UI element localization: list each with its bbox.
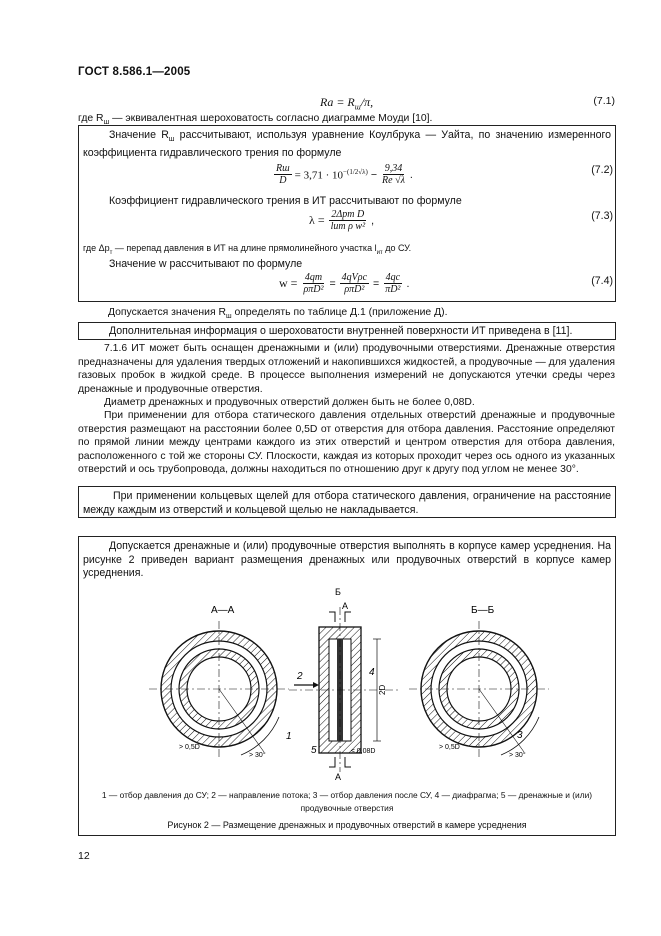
w-text: Значение w рассчитывают по формуле bbox=[109, 258, 303, 270]
section-b-b-view bbox=[409, 621, 549, 757]
eq74-number: (7.4) bbox=[591, 275, 613, 287]
section-7-1-6-p2: Диаметр дренажных и продувочных отверстий должен быть не более 0,08D. bbox=[104, 397, 475, 408]
roughness-ref-text: Дополнительная информация о шероховатости внутренней поверхности ИТ приведена в [11]. bbox=[109, 325, 573, 337]
label-a-top: А bbox=[342, 601, 349, 611]
annular-text: При применении кольцевых щелей для отбора статического давления, ограничение на расстояние между каждым из отверстий и кольцевой щелью не накладывается. bbox=[83, 490, 611, 516]
section-7-1-6-p3: При применении для отбора статического давления отдельных отверстий дренажные и продувочные отверстия размещают на расстоянии более 0,5D от отверстия для отбора давления. Расстояние определяют по прямой линии между центрами каждого из этих отверстий и центром отверстия для отбора давления, расположенного с той же стороны СУ. Плоскости, каждая из которых проходит через ось одного из указанных отверстий и ось трубопровода, должны находиться по отношению друг к другу под углом не менее 30°. bbox=[78, 410, 615, 475]
friction-text: Коэффициент гидравлического трения в ИТ рассчитывают по формуле bbox=[109, 195, 462, 207]
dp-definition: где $\Delta p_т$ — перепад давления в ИТ на длине прямолинейного участка $l_{ит}$ до СУ. bbox=[83, 243, 412, 256]
figure-caption: Рисунок 2 — Размещение дренажных и продувочных отверстий в камере усреднения bbox=[167, 820, 527, 830]
dim-left: > 0,5D bbox=[179, 744, 200, 751]
document-header: ГОСТ 8.586.1—2005 bbox=[78, 66, 191, 78]
equation-7-3: λ = $\frac{\text{2Δpт D}}{\text{lит ρ w²}}$ , bbox=[309, 209, 375, 232]
equation-7-2: $\frac{Rш}{D}$ = $3,71 \cdot 10^{-(1/2√\lambda)}$ − $\frac{9,34}{Re √\lambda}$ . bbox=[276, 163, 413, 186]
info-box-annular bbox=[78, 486, 616, 518]
label-aa: А—А bbox=[211, 605, 235, 616]
page-number: 12 bbox=[78, 850, 90, 862]
info-box-roughness bbox=[78, 322, 616, 340]
label-a-bottom: А bbox=[335, 772, 342, 782]
figure-legend: 1 — отбор давления до СУ; 2 — направление потока; 3 — отбор давления после СУ, 4 — диафрагма; 5 — дренажные и (или) продувочные отверстия bbox=[101, 790, 593, 813]
section-7-1-6-p1: 7.1.6 ИТ может быть оснащен дренажными и (или) продувочными отверстиями. Дренажные отверстия предназначены для удаления твердых отложений и накопившихся жидкостей, а продувочные — для удаления газовых пробок в жидкой среде. В процессе выполнения измерений не допускаются утечки среды через дренажные и продувочные отверстия. bbox=[78, 343, 615, 395]
info-box-figure bbox=[78, 536, 616, 836]
eq71-number: (7.1) bbox=[593, 95, 615, 107]
label-2: 2 bbox=[297, 671, 303, 682]
equation-7-4: w = $\frac{4qm}{\text{ρπD²}}$ = $\frac{\text{4qVρc}}{\text{ρπD²}}$ = $\frac{4qc}{\text{πD²}}$ . bbox=[279, 272, 410, 295]
equation-7-1 bbox=[78, 95, 615, 113]
figure-intro-text: Допускается дренажные и (или) продувочные отверстия выполнять в корпусе камер усреднения. На рисунке 2 приведен вариант размещения дренажных или продувочных отверстий в корпусе камер усреднения. bbox=[83, 540, 611, 579]
figure-2-drawing bbox=[79, 577, 615, 782]
eq73-number: (7.3) bbox=[591, 210, 613, 222]
eq72-number: (7.2) bbox=[591, 164, 613, 176]
dop-roughness: Допускается значения $R_ш$ определять по таблице Д.1 (приложение Д). bbox=[108, 307, 448, 321]
colebrook-text: Значение $R_ш$ рассчитывают, используя уравнение Коулбрука — Уайта, по значению измеренного коэффициента гидравлического трения по формуле bbox=[83, 129, 611, 159]
dim-right: > 0,5D bbox=[439, 744, 460, 751]
eq71-formula: $Ra = R_ш/\pi$, bbox=[320, 95, 374, 112]
label-2d: 2D bbox=[378, 684, 387, 695]
label-b-top: Б bbox=[335, 587, 341, 597]
label-3: 3 bbox=[517, 730, 523, 741]
angle-left: > 30° bbox=[249, 752, 266, 759]
label-5: 5 bbox=[311, 745, 317, 756]
section-a-a-view bbox=[149, 621, 289, 757]
where-rsh: где $R_ш$ — эквивалентная шероховатость согласно диаграмме Моуди [10]. bbox=[78, 113, 433, 127]
label-4: 4 bbox=[369, 667, 375, 678]
label-1: 1 bbox=[286, 731, 292, 742]
info-box-colebrook bbox=[78, 125, 616, 302]
dim-hole: ≤ 0,08D bbox=[351, 748, 376, 755]
angle-right: > 30° bbox=[509, 752, 526, 759]
label-bb: Б—Б bbox=[471, 605, 495, 616]
